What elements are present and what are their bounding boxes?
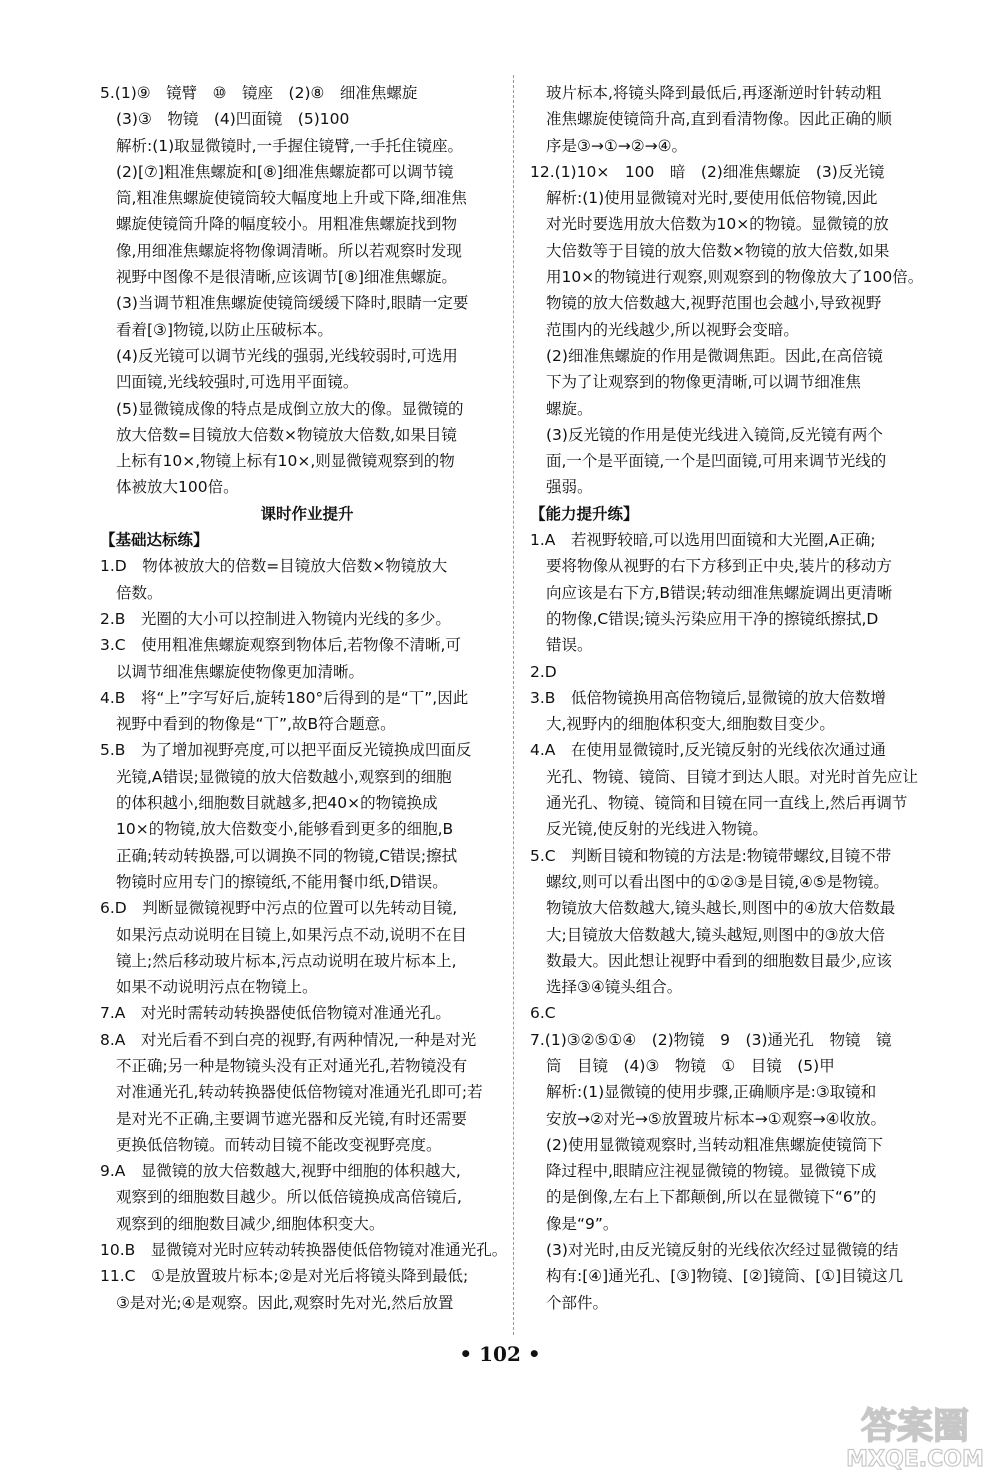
text-line: 筒,粗准焦螺旋使镜筒较大幅度地上升或下降,细准焦 — [116, 189, 467, 208]
text-line: 像是“9”。 — [546, 1214, 619, 1233]
text-line: 7.(1)③②⑤①④ (2)物镜 9 (3)通光孔 物镜 镜 — [530, 1030, 892, 1049]
text-line: 5.C 判断目镜和物镜的方法是:物镜带螺纹,目镜不带 — [530, 846, 892, 865]
text-line: 7.A 对光时需转动转换器使低倍物镜对准通光孔。 — [100, 1004, 451, 1023]
text-line: 10.B 显微镜对光时应转动转换器使低倍物镜对准通光孔。 — [100, 1241, 508, 1260]
text-line: 倍数。 — [116, 583, 163, 602]
text-line: 个部件。 — [546, 1293, 609, 1312]
text-line: 光孔、物镜、镜筒、目镜才到达人眼。对光时首先应让 — [546, 767, 919, 786]
text-line: 11.C ①是放置玻片标本;②是对光后将镜头降到最低; — [100, 1267, 469, 1286]
text-line: 螺旋使镜筒升降的幅度较小。用粗准焦螺旋找到物 — [116, 215, 458, 234]
text-line: 【能力提升练】 — [530, 504, 639, 523]
text-line: 序是③→①→②→④。 — [546, 136, 688, 155]
text-line: 物镜时应用专门的擦镜纸,不能用餐巾纸,D错误。 — [116, 872, 448, 891]
text-line: 12.(1)10× 100 暗 (2)细准焦螺旋 (3)反光镜 — [530, 162, 885, 181]
text-line: 9.A 显微镜的放大倍数越大,视野中细胞的体积越大, — [100, 1162, 461, 1181]
text-line: 的体积越小,细胞数目就越多,把40×的物镜换成 — [116, 794, 438, 813]
text-line: 以调节细准焦螺旋使物像更加清晰。 — [116, 662, 365, 681]
text-line: 强弱。 — [546, 478, 593, 497]
text-line: 8.A 对光后看不到白亮的视野,有两种情况,一种是对光 — [100, 1030, 477, 1049]
text-line: 向应该是右下方,B错误;转动细准焦螺旋调出更清晰 — [546, 583, 893, 602]
text-line: 5.(1)⑨ 镜臂 ⑩ 镜座 (2)⑧ 细准焦螺旋 — [100, 84, 418, 102]
text-line: 4.B 将“上”字写好后,旋转180°后得到的是“丅”,因此 — [100, 688, 469, 707]
text-line: 3.C 使用粗准焦螺旋观察到物体后,若物像不清晰,可 — [100, 636, 461, 655]
column-divider — [513, 75, 514, 1335]
text-line: 像,用细准焦螺旋将物像调清晰。所以若观察时发现 — [116, 241, 462, 260]
text-line: 物镜的放大倍数越大,视野范围也会越小,导致视野 — [546, 294, 882, 313]
text-line: (3)③ 物镜 (4)凹面镜 (5)100 — [116, 110, 350, 129]
text-line: 构有:[④]通光孔、[③]物镜、[②]镜筒、[①]目镜这几 — [546, 1267, 904, 1286]
watermark-title: 答案圈 — [860, 1406, 970, 1447]
text-line: 数最大。因此想让视野中看到的细胞数目最少,应该 — [546, 951, 892, 970]
text-line: 玻片标本,将镜头降到最低后,再逐渐逆时针转动粗 — [546, 84, 882, 102]
text-line: ③是对光;④是观察。因此,观察时先对光,然后放置 — [116, 1293, 454, 1312]
text-line: (5)显微镜成像的特点是成倒立放大的像。显微镜的 — [116, 399, 464, 418]
text-line: 降过程中,眼睛应注视显微镜的物镜。显微镜下成 — [546, 1162, 877, 1181]
text-line: 如果污点动说明在目镜上,如果污点不动,说明不在目 — [116, 925, 467, 944]
text-line: 放大倍数=目镜放大倍数×物镜放大倍数,如果目镜 — [116, 425, 457, 444]
text-line: 不正确;另一种是物镜头没有正对通光孔,若物镜没有 — [116, 1056, 468, 1075]
text-line: 的物像,C错误;镜头污染应用干净的擦镜纸擦拭,D — [546, 609, 879, 628]
text-line: 错误。 — [546, 636, 593, 655]
text-line: 光镜,A错误;显微镜的放大倍数越小,观察到的细胞 — [116, 767, 452, 786]
left-column — [100, 80, 514, 1316]
text-line: 如果不动说明污点在物镜上。 — [116, 978, 318, 997]
text-line: 螺旋。 — [546, 399, 593, 418]
text-line: 反光镜,使反射的光线进入物镜。 — [546, 820, 768, 839]
text-line: 体被放大100倍。 — [116, 478, 239, 497]
text-line: 通光孔、物镜、镜筒和目镜在同一直线上,然后再调节 — [546, 794, 908, 813]
text-line: 要将物像从视野的右下方移到正中央,装片的移动方 — [546, 557, 892, 576]
text-line: 6.C — [530, 1004, 556, 1023]
watermark-logo — [840, 1398, 990, 1472]
text-line: (2)细准焦螺旋的作用是微调焦距。因此,在高倍镜 — [546, 346, 883, 365]
text-line: 解析:(1)显微镜的使用步骤,正确顺序是:③取镜和 — [546, 1083, 877, 1102]
text-line: 对光时要选用放大倍数为10×的物镜。显微镜的放 — [546, 215, 889, 234]
text-line: 2.B 光圈的大小可以控制进入物镜内光线的多少。 — [100, 609, 451, 628]
text-line: 准焦螺旋使镜筒升高,直到看清物像。因此正确的顺 — [546, 110, 892, 129]
text-line: 解析:(1)使用显微镜对光时,要使用低倍物镜,因此 — [546, 189, 878, 208]
text-line: 物镜放大倍数越大,镜头越长,则图中的④放大倍数最 — [546, 899, 896, 918]
text-line: 筒 目镜 (4)③ 物镜 ① 目镜 (5)甲 — [546, 1056, 835, 1075]
text-line: (2)[⑦]粗准焦螺旋和[⑧]细准焦螺旋都可以调节镜 — [116, 162, 454, 181]
text-line: 4.A 在使用显微镜时,反光镜反射的光线依次通过通 — [530, 741, 886, 760]
watermark-domain: MXQE.COM — [846, 1447, 984, 1472]
text-line: 下为了让观察到的物像更清晰,可以调节细准焦 — [546, 373, 861, 392]
text-line: 螺纹,则可以看出图中的①②③是目镜,④⑤是物镜。 — [546, 872, 889, 891]
text-line: 上标有10×,物镜上标有10×,则显微镜观察到的物 — [116, 452, 455, 471]
text-line: 6.D 判断显微镜视野中污点的位置可以先转动目镜, — [100, 899, 458, 918]
text-line: 视野中看到的物像是“丅”,故B符合题意。 — [116, 715, 396, 734]
text-line: 观察到的细胞数目减少,细胞体积变大。 — [116, 1214, 385, 1233]
text-line: 正确;转动转换器,可以调换不同的物镜,C错误;擦拭 — [116, 846, 458, 865]
text-line: 的是倒像,左右上下都颠倒,所以在显微镜下“6”的 — [546, 1188, 877, 1207]
text-line: 安放→②对光→⑤放置玻片标本→①观察→④收放。 — [546, 1109, 887, 1128]
text-line: 1.D 物体被放大的倍数=目镜放大倍数×物镜放大 — [100, 557, 448, 576]
text-line: 大倍数等于目镜的放大倍数×物镜的放大倍数,如果 — [546, 241, 890, 260]
text-line: 镜上;然后移动玻片标本,污点动说明在玻片标本上, — [116, 951, 457, 970]
text-line: (3)反光镜的作用是使光线进入镜筒,反光镜有两个 — [546, 425, 883, 444]
text-line: 3.B 低倍物镜换用高倍物镜后,显微镜的放大倍数增 — [530, 688, 886, 707]
text-line: 选择③④镜头组合。 — [546, 978, 683, 997]
text-line: 【基础达标练】 — [100, 531, 209, 550]
text-line: (2)使用显微镜观察时,当转动粗准焦螺旋使镜筒下 — [546, 1135, 883, 1154]
text-line: 解析:(1)取显微镜时,一手握住镜臂,一手托住镜座。 — [116, 136, 464, 155]
text-line: 2.D — [530, 662, 557, 681]
text-line: 凹面镜,光线较强时,可选用平面镜。 — [116, 373, 359, 392]
text-line: 面,一个是平面镜,一个是凹面镜,可用来调节光线的 — [546, 452, 887, 471]
text-line: 用10×的物镜进行观察,则观察到的物像放大了100倍。 — [546, 268, 924, 287]
text-line: 5.B 为了增加视野亮度,可以把平面反光镜换成凹面反 — [100, 741, 472, 760]
text-line: 对准通光孔,转动转换器使低倍物镜对准通光孔即可;若 — [116, 1083, 483, 1102]
text-line: 大,视野内的细胞体积变大,细胞数目变少。 — [546, 715, 835, 734]
text-line: 课时作业提升 — [260, 504, 354, 523]
text-line: (3)当调节粗准焦螺旋使镜筒缓缓下降时,眼睛一定要 — [116, 294, 469, 313]
page-number: • 102 • — [459, 1342, 541, 1366]
text-line: 更换低倍物镜。而转动目镜不能改变视野亮度。 — [116, 1135, 442, 1154]
text-line: 大;目镜放大倍数越大,镜头越短,则图中的③放大倍 — [546, 925, 885, 944]
text-line: 1.A 若视野较暗,可以选用凹面镜和大光圈,A正确; — [530, 531, 876, 550]
text-line: 范围内的光线越少,所以视野会变暗。 — [546, 320, 799, 339]
text-line: (4)反光镜可以调节光线的强弱,光线较弱时,可选用 — [116, 346, 458, 365]
text-line: 是对光不正确,主要调节遮光器和反光镜,有时还需要 — [116, 1109, 467, 1128]
text-line: 看着[③]物镜,以防止压破标本。 — [116, 320, 333, 339]
text-line: 视野中图像不是很清晰,应该调节[⑧]细准焦螺旋。 — [116, 268, 457, 287]
text-line: 10×的物镜,放大倍数变小,能够看到更多的细胞,B — [116, 820, 454, 839]
text-line: 观察到的细胞数目越少。所以低倍镜换成高倍镜后, — [116, 1188, 462, 1207]
text-line: (3)对光时,由反光镜反射的光线依次经过显微镜的结 — [546, 1241, 899, 1260]
right-column — [530, 80, 944, 1316]
